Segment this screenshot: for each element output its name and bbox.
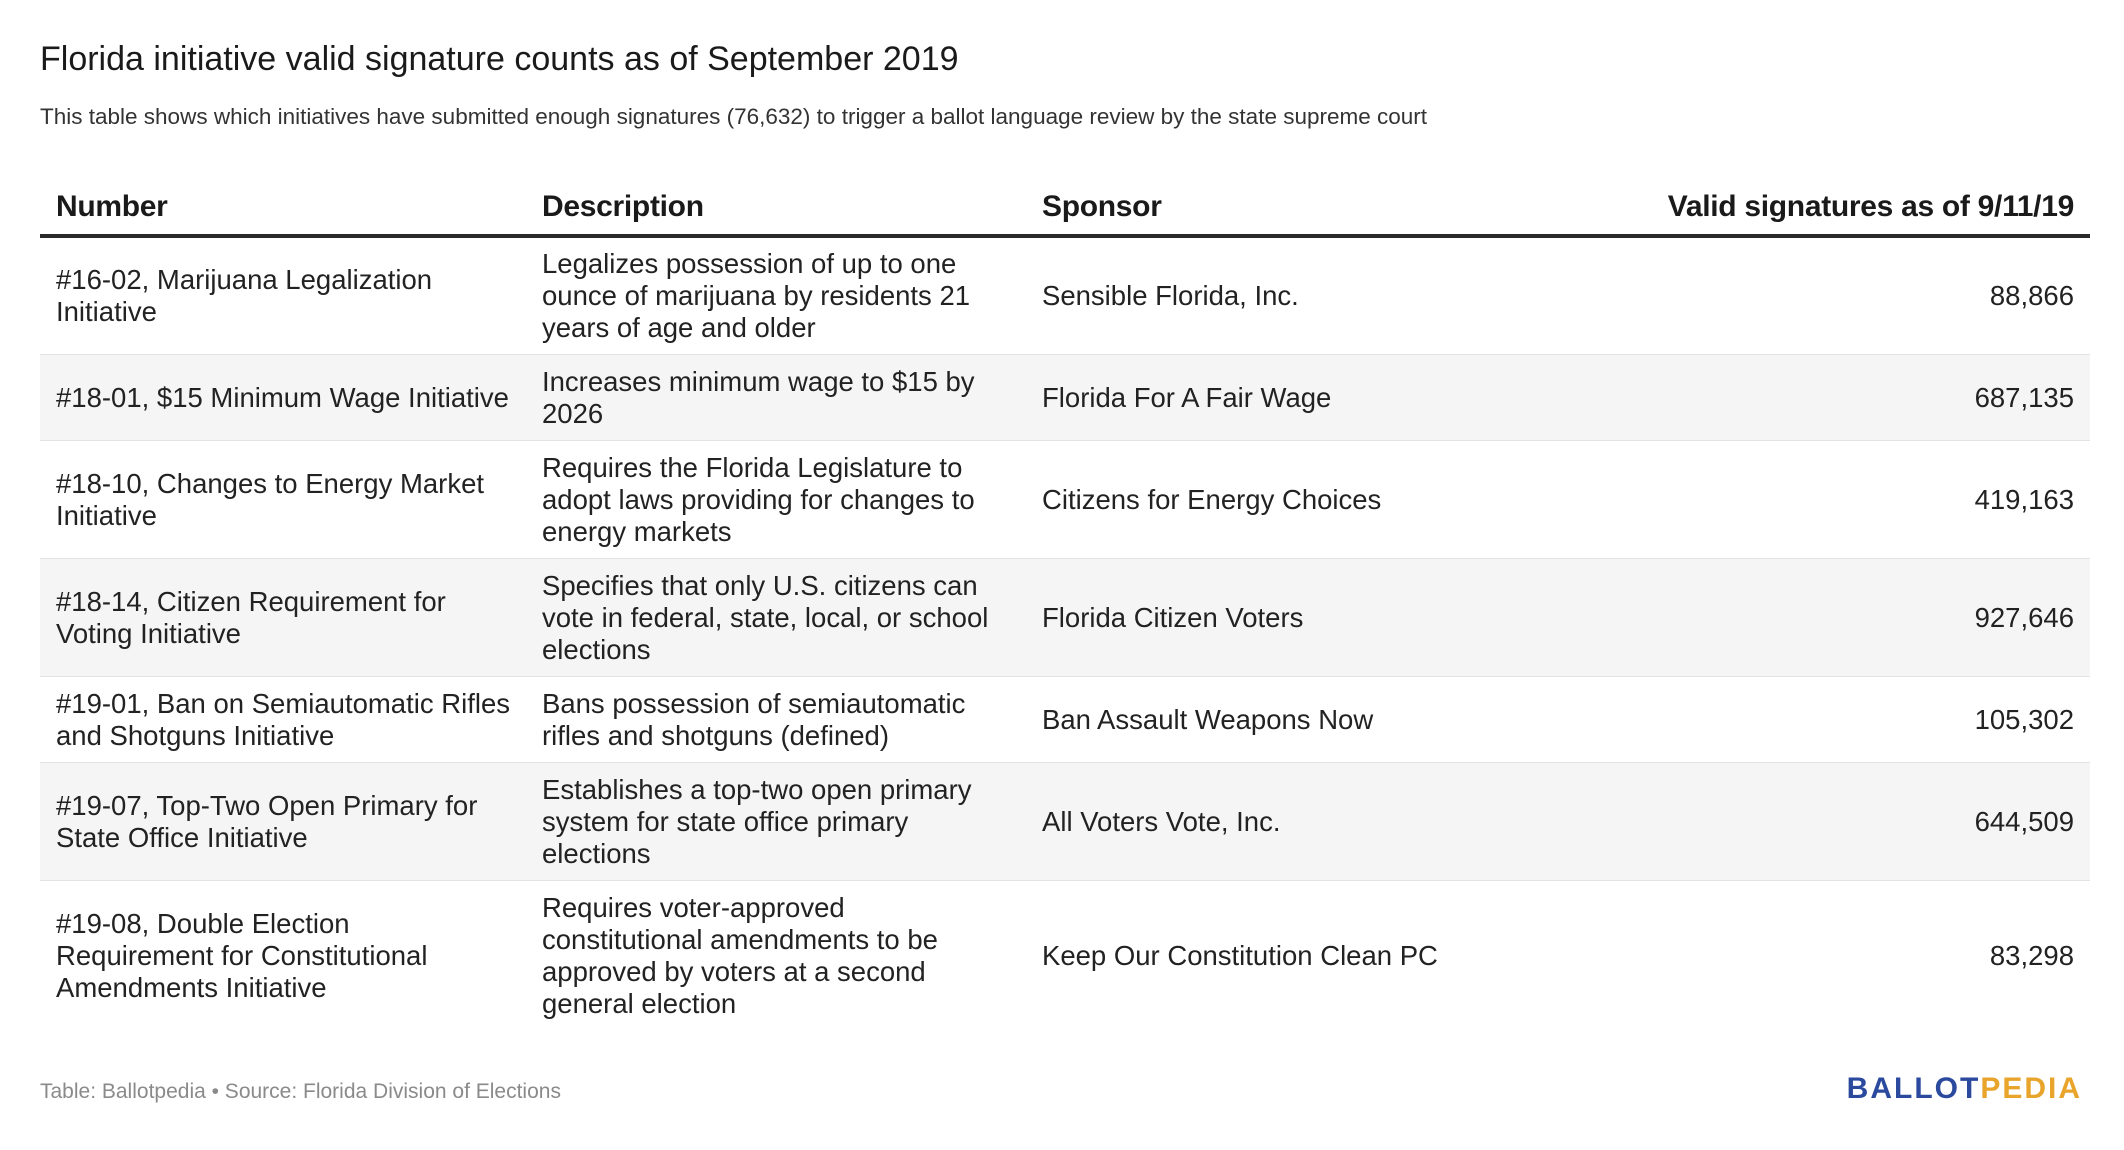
source-footer: Table: Ballotpedia • Source: Florida Division of Elections — [40, 1080, 561, 1103]
cell-number: #19-07, Top-Two Open Primary for State Office Initiative — [40, 763, 526, 881]
cell-description: Requires voter-approved constitutional amendments to be approved by voters at a second general election — [542, 891, 938, 1019]
signature-table — [40, 178, 2090, 1031]
cell-description: Specifies that only U.S. citizens can vote in federal, state, local, or school elections — [526, 559, 1026, 677]
cell-description: Bans possession of semiautomatic rifles and shotguns (defined) — [526, 677, 1026, 763]
cell-sponsor: Florida Citizen Voters — [1026, 559, 1526, 677]
logo-part-ballot: BALLOT — [1846, 1072, 1981, 1105]
table-row — [40, 559, 2090, 677]
column-header-number: Number — [40, 178, 526, 236]
cell-signatures: 105,302 — [1526, 677, 2090, 763]
table-row — [40, 236, 2090, 355]
cell-description: Legalizes possession of up to one ounce of marijuana by residents 21 years of age and older — [526, 236, 1026, 355]
header-row — [40, 178, 2090, 236]
cell-sponsor: Sensible Florida, Inc. — [1026, 236, 1526, 355]
cell-number: #18-10, Changes to Energy Market Initiative — [40, 441, 526, 559]
chart-subtitle: This table shows which initiatives have submitted enough signatures (76,632) to trigger a ballot language review by the state supreme court — [40, 104, 1428, 129]
table-row — [40, 763, 2090, 881]
column-header-sponsor: Sponsor — [1026, 178, 1526, 236]
cell-signatures: 927,646 — [1526, 559, 2090, 677]
cell-description: Establishes a top-two open primary system for state office primary elections — [526, 763, 1026, 881]
cell-signatures: 644,509 — [1526, 763, 2090, 881]
cell-sponsor: Florida For A Fair Wage — [1026, 355, 1526, 441]
cell-description: Increases minimum wage to $15 by 2026 — [526, 355, 1026, 441]
column-header-description: Description — [526, 178, 1026, 236]
cell-number: #19-01, Ban on Semiautomatic Rifles and Shotguns Initiative — [40, 677, 526, 763]
chart-title: Florida initiative valid signature counts as of September 2019 — [40, 40, 959, 78]
cell-number: #18-14, Citizen Requirement for Voting Initiative — [40, 559, 526, 677]
table-row — [40, 441, 2090, 559]
cell-number: #16-02, Marijuana Legalization Initiative — [40, 236, 526, 355]
table-row — [40, 881, 2090, 1031]
cell-signatures: 687,135 — [1526, 355, 2090, 441]
column-header-signatures: Valid signatures as of 9/11/19 — [1526, 178, 2090, 236]
ballotpedia-logo — [1847, 1072, 2082, 1106]
cell-sponsor: Citizens for Energy Choices — [1026, 441, 1526, 559]
cell-signatures: 83,298 — [1989, 939, 2074, 971]
cell-number: #19-08, Double Election Requirement for Constitutional Amendments Initiative — [56, 907, 428, 1003]
cell-sponsor: Ban Assault Weapons Now — [1026, 677, 1526, 763]
logo-part-pedia: PEDIA — [1980, 1072, 2082, 1105]
cell-sponsor: Keep Our Constitution Clean PC — [1042, 939, 1438, 971]
table-row — [40, 677, 2090, 763]
cell-signatures: 88,866 — [1526, 236, 2090, 355]
cell-sponsor: All Voters Vote, Inc. — [1026, 763, 1526, 881]
cell-number: #18-01, $15 Minimum Wage Initiative — [40, 355, 526, 441]
table-row — [40, 355, 2090, 441]
cell-description: Requires the Florida Legislature to adopt laws providing for changes to energy markets — [526, 441, 1026, 559]
cell-signatures: 419,163 — [1526, 441, 2090, 559]
